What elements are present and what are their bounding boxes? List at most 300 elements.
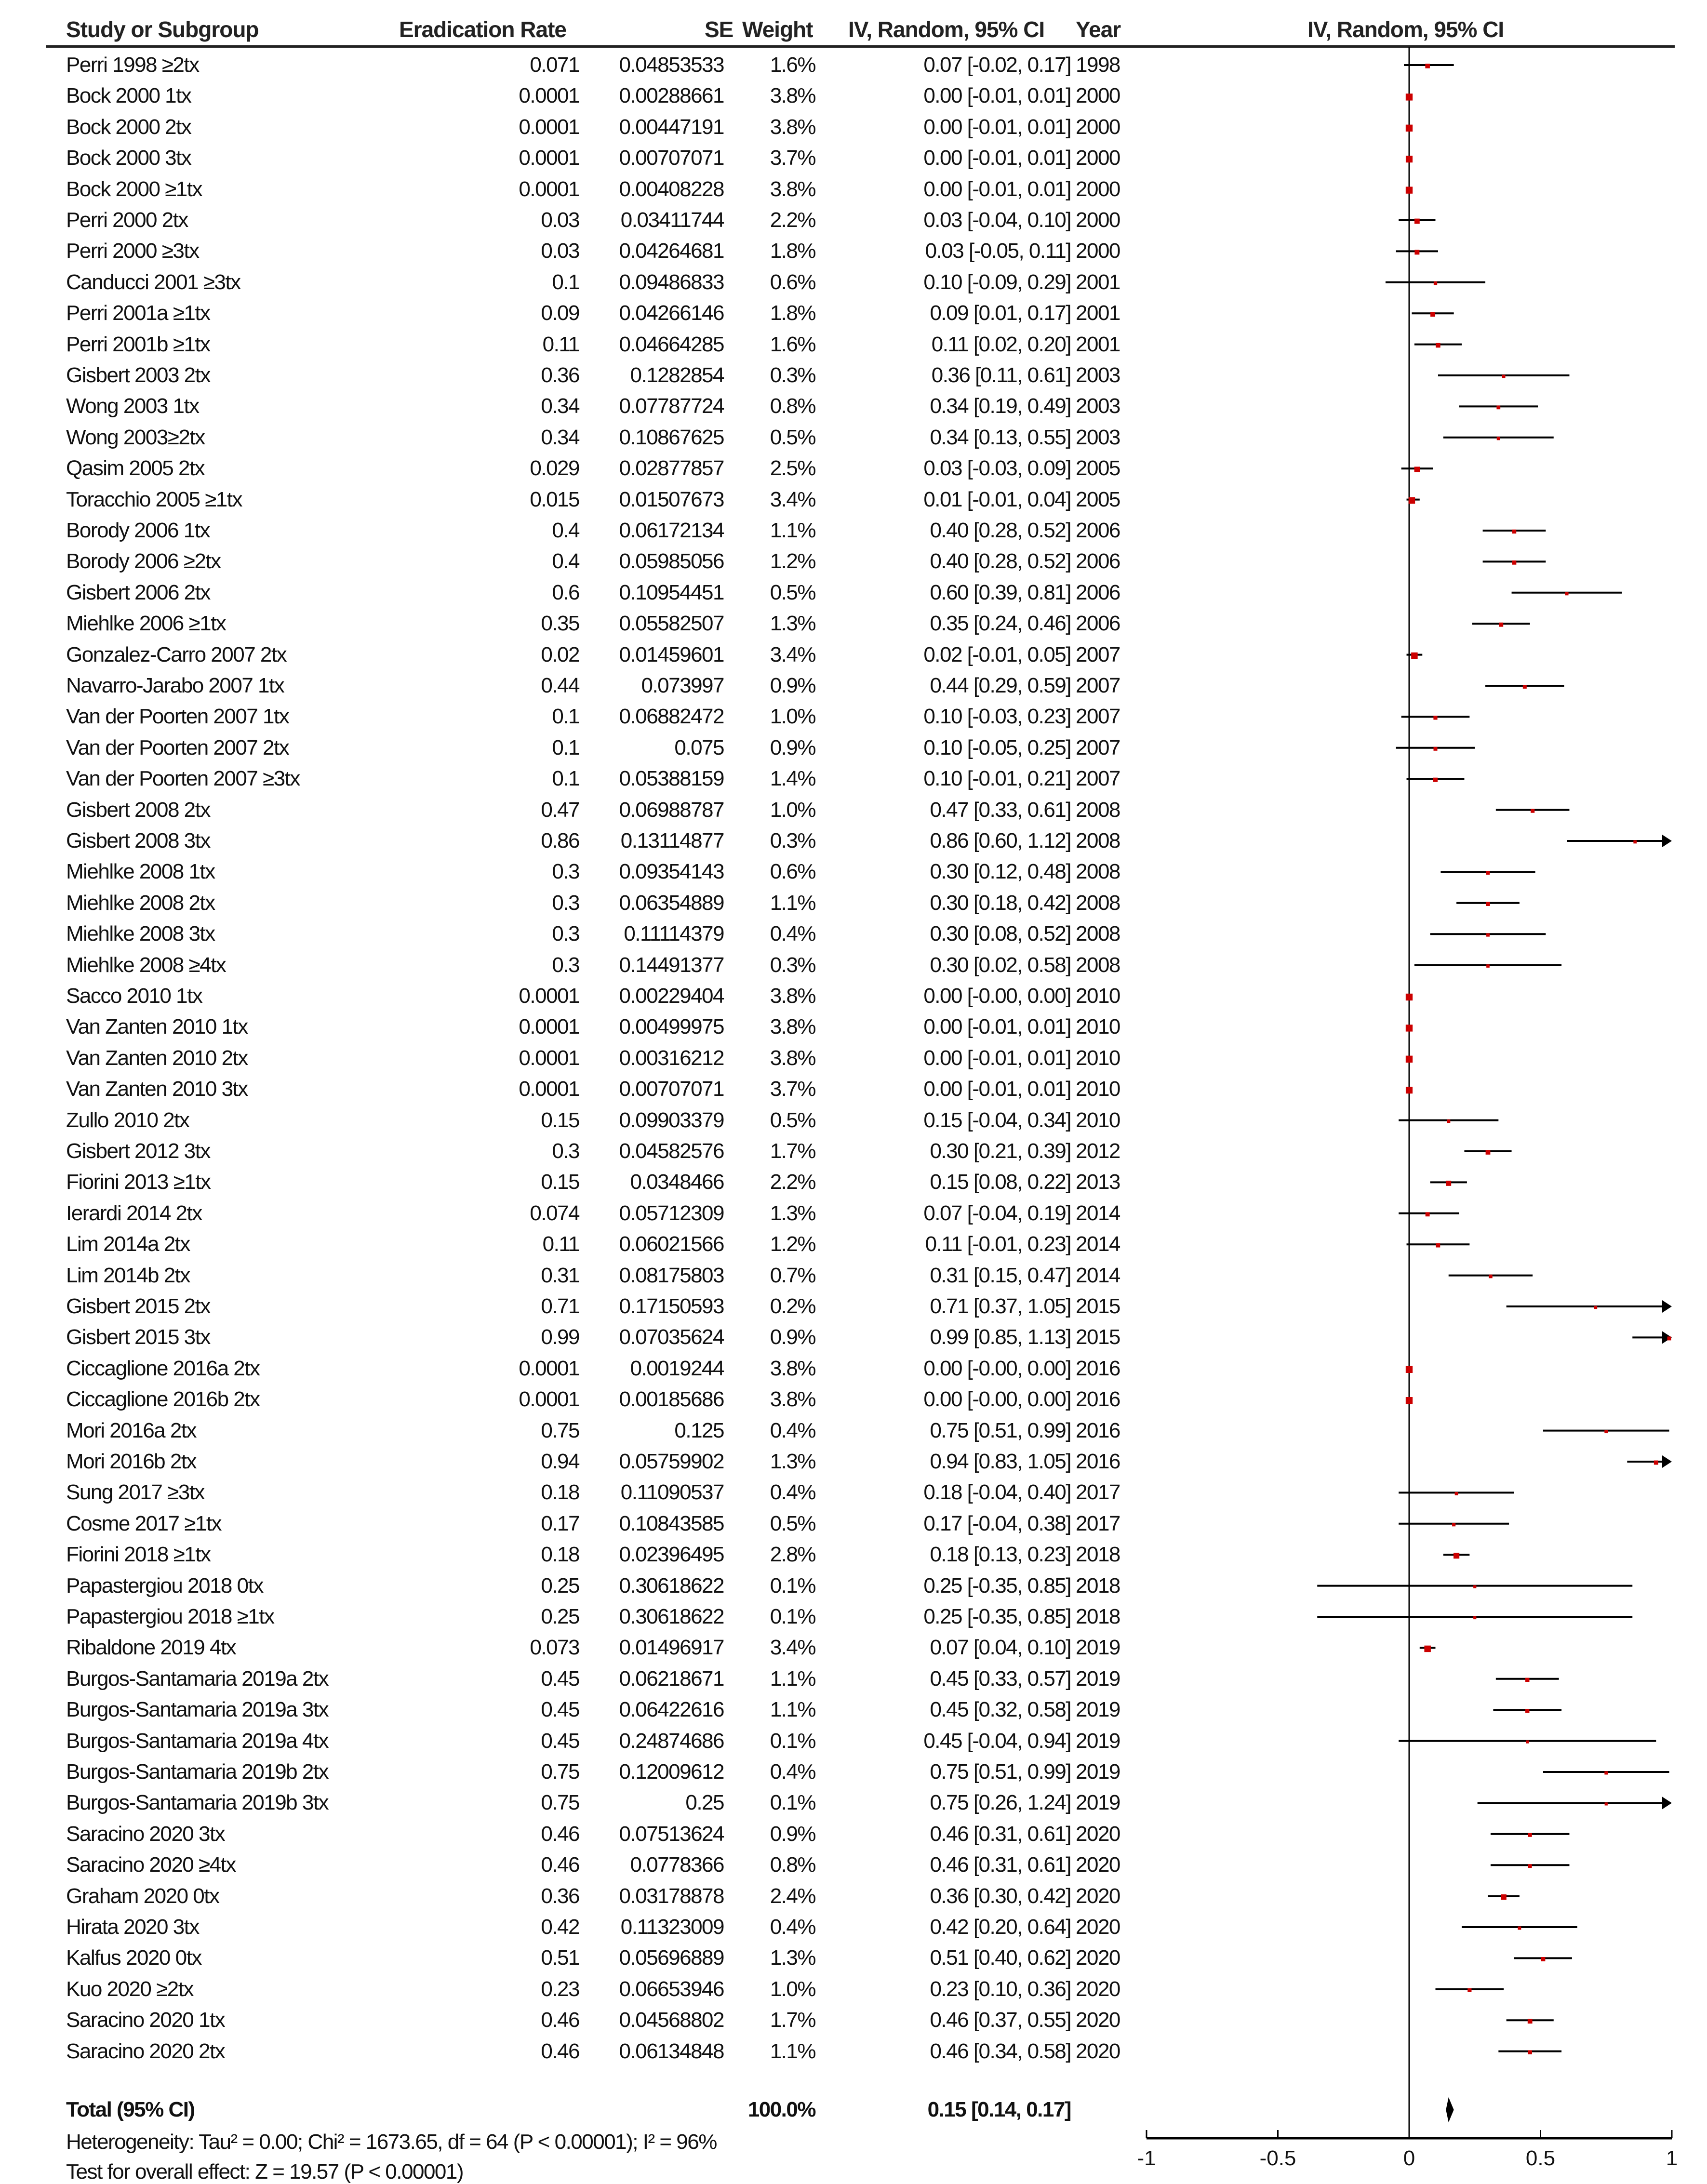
- eradication-rate: 0.36: [541, 363, 579, 387]
- effect-ci: 0.07 [0.04, 0.10]: [930, 1636, 1071, 1660]
- standard-error: 0.05759902: [619, 1450, 724, 1473]
- study-marker: [1414, 219, 1420, 224]
- study-name: Van Zanten 2010 2tx: [66, 1046, 248, 1070]
- effect-ci: 0.30 [0.21, 0.39]: [930, 1139, 1071, 1163]
- study-name: Perri 2001b ≥1tx: [66, 332, 210, 356]
- study-marker: [1512, 530, 1516, 533]
- weight: 1.6%: [770, 332, 815, 356]
- effect-ci: 0.11 [-0.01, 0.23]: [925, 1232, 1071, 1256]
- study-marker: [1594, 1306, 1597, 1309]
- eradication-rate: 0.3: [552, 860, 579, 884]
- study-name: Burgos-Santamaria 2019a 2tx: [66, 1666, 329, 1691]
- study-name: Bock 2000 ≥1tx: [66, 177, 202, 201]
- weight: 3.8%: [770, 1387, 815, 1412]
- weight: 1.2%: [770, 549, 815, 573]
- effect-ci: 0.00 [-0.01, 0.01]: [923, 177, 1071, 201]
- eradication-rate: 0.03: [541, 208, 579, 232]
- eradication-rate: 0.0001: [519, 1015, 579, 1039]
- weight: 1.2%: [770, 1232, 815, 1256]
- study-marker: [1667, 1336, 1671, 1340]
- weight: 1.4%: [770, 767, 815, 791]
- study-name: Graham 2020 0tx: [66, 1884, 219, 1908]
- study-marker: [1406, 1366, 1413, 1373]
- year: 2008: [1076, 891, 1120, 915]
- standard-error: 0.06172134: [619, 519, 724, 542]
- year: 2000: [1076, 146, 1120, 170]
- eradication-rate: 0.4: [552, 519, 579, 542]
- study-marker: [1497, 437, 1500, 440]
- study-name: Gisbert 2012 3tx: [66, 1139, 210, 1163]
- weight: 3.8%: [770, 177, 815, 201]
- eradication-rate: 0.25: [541, 1573, 579, 1598]
- effect-ci: 0.10 [-0.03, 0.23]: [923, 705, 1071, 729]
- eradication-rate: 0.02: [541, 642, 579, 666]
- study-name: Burgos-Santamaria 2019b 2tx: [66, 1760, 329, 1784]
- effect-ci: 0.30 [0.08, 0.52]: [930, 922, 1071, 946]
- effect-ci: 0.00 [-0.01, 0.01]: [923, 1046, 1071, 1070]
- effect-ci: 0.11 [0.02, 0.20]: [931, 332, 1071, 356]
- standard-error: 0.10954451: [619, 580, 724, 604]
- study-name: Toracchio 2005 ≥1tx: [66, 487, 242, 511]
- eradication-rate: 0.17: [541, 1511, 579, 1535]
- axis-tick-label: 1: [1666, 2146, 1678, 2170]
- effect-ci: 0.86 [0.60, 1.12]: [930, 829, 1071, 852]
- weight: 1.8%: [770, 239, 815, 263]
- study-marker: [1523, 685, 1527, 689]
- year: 2000: [1076, 177, 1120, 201]
- weight: 1.1%: [770, 1698, 815, 1722]
- study-name: Perri 1998 ≥2tx: [66, 53, 199, 77]
- effect-ci: 0.00 [-0.00, 0.00]: [923, 984, 1071, 1008]
- effect-ci: 0.03 [-0.05, 0.11]: [925, 239, 1071, 263]
- eradication-rate: 0.1: [552, 735, 579, 759]
- axis-tick-label: 0.5: [1525, 2146, 1556, 2170]
- year: 2007: [1076, 705, 1120, 729]
- study-name: Bock 2000 1tx: [66, 84, 191, 108]
- study-marker: [1411, 653, 1417, 659]
- standard-error: 0.04266146: [619, 301, 724, 325]
- year: 2018: [1076, 1605, 1120, 1628]
- study-marker: [1531, 809, 1534, 813]
- standard-error: 0.0778366: [630, 1853, 724, 1877]
- eradication-rate: 0.23: [541, 1977, 579, 2001]
- study-name: Ciccaglione 2016a 2tx: [66, 1356, 260, 1380]
- study-marker: [1406, 1056, 1413, 1063]
- arrow-right-icon: [1662, 1300, 1672, 1313]
- eradication-rate: 0.31: [541, 1263, 579, 1287]
- weight: 0.6%: [770, 270, 815, 294]
- study-marker: [1406, 1397, 1413, 1404]
- eradication-rate: 0.03: [541, 239, 579, 263]
- col-header-se: SE: [705, 17, 733, 42]
- study-marker: [1501, 1894, 1507, 1900]
- year: 2016: [1076, 1450, 1120, 1473]
- effect-ci: 0.94 [0.83, 1.05]: [930, 1450, 1071, 1473]
- study-marker: [1406, 125, 1413, 132]
- year: 2000: [1076, 239, 1120, 263]
- study-marker: [1425, 64, 1430, 68]
- standard-error: 0.04853533: [619, 53, 724, 77]
- study-marker: [1486, 933, 1490, 937]
- study-name: Sung 2017 ≥3tx: [66, 1480, 204, 1505]
- effect-ci: 0.00 [-0.01, 0.01]: [923, 146, 1071, 170]
- effect-ci: 0.34 [0.13, 0.55]: [930, 425, 1071, 449]
- eradication-rate: 0.45: [541, 1666, 579, 1691]
- weight: 3.8%: [770, 115, 815, 139]
- eradication-rate: 0.1: [552, 270, 579, 294]
- study-marker: [1406, 1087, 1413, 1093]
- weight: 0.4%: [770, 1480, 815, 1505]
- effect-ci: 0.18 [0.13, 0.23]: [930, 1543, 1071, 1567]
- year: 2019: [1076, 1636, 1120, 1660]
- year: 2020: [1076, 1822, 1120, 1846]
- study-marker: [1433, 716, 1437, 719]
- weight: 3.8%: [770, 1046, 815, 1070]
- year: 2014: [1076, 1263, 1120, 1287]
- study-name: Canducci 2001 ≥3tx: [66, 270, 240, 294]
- eradication-rate: 0.15: [541, 1108, 579, 1132]
- year: 2008: [1076, 953, 1120, 977]
- eradication-rate: 0.94: [541, 1450, 579, 1473]
- standard-error: 0.00707071: [619, 1077, 724, 1101]
- effect-ci: 0.36 [0.30, 0.42]: [930, 1884, 1071, 1908]
- standard-error: 0.10843585: [619, 1511, 724, 1535]
- heterogeneity-text: Heterogeneity: Tau² = 0.00; Chi² = 1673.65, df = 64 (P < 0.00001); I² = 96%: [66, 2130, 717, 2154]
- study-name: Kalfus 2020 0tx: [66, 1946, 201, 1970]
- study-name: Saracino 2020 ≥4tx: [66, 1853, 236, 1877]
- study-marker: [1528, 2019, 1533, 2024]
- weight: 0.5%: [770, 1108, 815, 1132]
- year: 2018: [1076, 1543, 1120, 1567]
- study-name: Papastergiou 2018 ≥1tx: [66, 1605, 274, 1628]
- effect-ci: 0.46 [0.31, 0.61]: [930, 1853, 1071, 1877]
- standard-error: 0.01496917: [619, 1636, 724, 1660]
- study-name: Miehlke 2008 3tx: [66, 922, 215, 946]
- standard-error: 0.03178878: [619, 1884, 724, 1908]
- year: 2019: [1076, 1698, 1120, 1722]
- eradication-rate: 0.45: [541, 1729, 579, 1753]
- eradication-rate: 0.3: [552, 891, 579, 915]
- study-name: Miehlke 2006 ≥1tx: [66, 612, 226, 636]
- weight: 1.3%: [770, 1201, 815, 1225]
- study-marker: [1486, 902, 1490, 906]
- weight: 0.1%: [770, 1573, 815, 1598]
- year: 2017: [1076, 1480, 1120, 1505]
- year: 2012: [1076, 1139, 1120, 1163]
- year: 2018: [1076, 1573, 1120, 1598]
- standard-error: 0.06988787: [619, 798, 724, 822]
- eradication-rate: 0.51: [541, 1946, 579, 1970]
- study-marker: [1414, 466, 1420, 472]
- weight: 0.9%: [770, 1325, 815, 1349]
- year: 2008: [1076, 798, 1120, 822]
- col-header-year: Year: [1076, 17, 1121, 42]
- eradication-rate: 0.4: [552, 549, 579, 573]
- effect-ci: 0.40 [0.28, 0.52]: [930, 519, 1071, 542]
- year: 2019: [1076, 1760, 1120, 1784]
- study-name: Lim 2014a 2tx: [66, 1232, 190, 1256]
- standard-error: 0.06218671: [619, 1666, 724, 1691]
- year: 2019: [1076, 1791, 1120, 1815]
- eradication-rate: 0.75: [541, 1791, 579, 1815]
- study-marker: [1499, 623, 1503, 627]
- study-marker: [1486, 964, 1490, 968]
- standard-error: 0.10867625: [619, 425, 724, 449]
- eradication-rate: 0.0001: [519, 115, 579, 139]
- study-marker: [1406, 994, 1413, 1000]
- total-weight: 100.0%: [747, 2098, 815, 2121]
- effect-ci: 0.15 [0.08, 0.22]: [930, 1170, 1071, 1194]
- weight: 3.4%: [770, 487, 815, 511]
- eradication-rate: 0.46: [541, 1822, 579, 1846]
- study-name: Gisbert 2008 3tx: [66, 829, 210, 852]
- study-marker: [1452, 1523, 1455, 1526]
- standard-error: 0.11114379: [624, 922, 724, 946]
- year: 2005: [1076, 487, 1120, 511]
- year: 2010: [1076, 1108, 1120, 1132]
- year: 2010: [1076, 1015, 1120, 1039]
- study-name: Saracino 2020 3tx: [66, 1822, 225, 1846]
- weight: 0.8%: [770, 394, 815, 418]
- year: 2020: [1076, 1915, 1120, 1939]
- year: 2020: [1076, 1884, 1120, 1908]
- study-name: Qasim 2005 2tx: [66, 456, 205, 480]
- eradication-rate: 0.46: [541, 1853, 579, 1877]
- year: 2006: [1076, 519, 1120, 542]
- study-name: Miehlke 2008 ≥4tx: [66, 953, 226, 977]
- study-marker: [1605, 1802, 1608, 1805]
- eradication-rate: 0.3: [552, 922, 579, 946]
- weight: 1.3%: [770, 612, 815, 636]
- study-name: Gisbert 2003 2tx: [66, 363, 210, 387]
- year: 2008: [1076, 860, 1120, 884]
- study-marker: [1409, 497, 1415, 504]
- study-name: Kuo 2020 ≥2tx: [66, 1977, 193, 2001]
- weight: 0.2%: [770, 1294, 815, 1318]
- study-marker: [1502, 375, 1506, 378]
- effect-ci: 0.46 [0.31, 0.61]: [930, 1822, 1071, 1846]
- standard-error: 0.06134848: [619, 2039, 724, 2063]
- study-name: Miehlke 2008 1tx: [66, 860, 215, 884]
- effect-ci: 0.03 [-0.04, 0.10]: [923, 208, 1071, 232]
- year: 2007: [1076, 735, 1120, 759]
- eradication-rate: 0.0001: [519, 1077, 579, 1101]
- eradication-rate: 0.074: [530, 1201, 579, 1225]
- effect-ci: 0.46 [0.34, 0.58]: [930, 2039, 1071, 2063]
- study-marker: [1467, 1988, 1471, 1992]
- eradication-rate: 0.35: [541, 612, 579, 636]
- standard-error: 0.04664285: [619, 332, 724, 356]
- study-marker: [1430, 312, 1435, 317]
- effect-ci: 0.09 [0.01, 0.17]: [930, 301, 1071, 325]
- weight: 1.1%: [770, 1666, 815, 1691]
- standard-error: 0.00288661: [619, 84, 724, 108]
- study-name: Van Zanten 2010 3tx: [66, 1077, 248, 1101]
- eradication-rate: 0.46: [541, 2039, 579, 2063]
- study-marker: [1604, 1430, 1608, 1433]
- effect-ci: 0.75 [0.51, 0.99]: [930, 1418, 1071, 1442]
- standard-error: 0.00408228: [619, 177, 724, 201]
- study-marker: [1496, 406, 1500, 410]
- axis-tick-label: 0: [1403, 2146, 1415, 2170]
- overall-effect-text: Test for overall effect: Z = 19.57 (P < 0.00001): [66, 2160, 464, 2184]
- study-marker: [1426, 1212, 1430, 1216]
- effect-ci: 0.71 [0.37, 1.05]: [930, 1294, 1071, 1318]
- study-name: Miehlke 2008 2tx: [66, 891, 215, 915]
- study-marker: [1473, 1585, 1476, 1588]
- standard-error: 0.05696889: [619, 1946, 724, 1970]
- study-name: Ierardi 2014 2tx: [66, 1201, 202, 1225]
- eradication-rate: 0.86: [541, 829, 579, 852]
- study-name: Gonzalez-Carro 2007 2tx: [66, 642, 287, 666]
- weight: 3.7%: [770, 146, 815, 170]
- study-marker: [1473, 1616, 1476, 1619]
- effect-ci: 0.00 [-0.00, 0.00]: [923, 1356, 1071, 1380]
- effect-ci: 0.31 [0.15, 0.47]: [930, 1263, 1071, 1287]
- study-marker: [1406, 186, 1413, 193]
- eradication-rate: 0.71: [541, 1294, 579, 1318]
- study-name: Perri 2001a ≥1tx: [66, 301, 210, 325]
- year: 2007: [1076, 767, 1120, 791]
- weight: 0.5%: [770, 425, 815, 449]
- standard-error: 0.08175803: [619, 1263, 724, 1287]
- year: 2003: [1076, 363, 1120, 387]
- col-header-rate: Eradication Rate: [399, 17, 566, 42]
- effect-ci: 0.00 [-0.01, 0.01]: [923, 1015, 1071, 1039]
- effect-ci: 0.35 [0.24, 0.46]: [930, 612, 1071, 636]
- standard-error: 0.11090537: [620, 1480, 724, 1505]
- weight: 2.2%: [770, 1170, 815, 1194]
- col-header-plot: IV, Random, 95% CI: [1307, 17, 1504, 42]
- standard-error: 0.13114877: [620, 829, 724, 852]
- standard-error: 0.00447191: [619, 115, 724, 139]
- effect-ci: 0.00 [-0.01, 0.01]: [923, 84, 1071, 108]
- eradication-rate: 0.99: [541, 1325, 579, 1349]
- study-marker: [1654, 1461, 1658, 1465]
- standard-error: 0.11323009: [620, 1915, 724, 1939]
- standard-error: 0.04264681: [619, 239, 724, 263]
- effect-ci: 0.45 [0.32, 0.58]: [930, 1698, 1071, 1722]
- col-header-study: Study or Subgroup: [66, 17, 259, 42]
- weight: 1.0%: [770, 1977, 815, 2001]
- study-name: Gisbert 2008 2tx: [66, 798, 210, 822]
- weight: 1.1%: [770, 2039, 815, 2063]
- year: 2005: [1076, 456, 1120, 480]
- year: 2010: [1076, 1046, 1120, 1070]
- standard-error: 0.02396495: [619, 1543, 724, 1567]
- effect-ci: 0.10 [-0.05, 0.25]: [923, 735, 1071, 759]
- study-marker: [1433, 778, 1438, 782]
- standard-error: 0.05985056: [619, 549, 724, 573]
- year: 2015: [1076, 1325, 1120, 1349]
- study-name: Papastergiou 2018 0tx: [66, 1573, 263, 1598]
- study-name: Navarro-Jarabo 2007 1tx: [66, 674, 284, 697]
- effect-ci: 0.36 [0.11, 0.61]: [931, 363, 1071, 387]
- weight: 3.8%: [770, 84, 815, 108]
- weight: 3.8%: [770, 1356, 815, 1380]
- eradication-rate: 0.0001: [519, 984, 579, 1008]
- weight: 1.7%: [770, 1139, 815, 1163]
- study-marker: [1486, 871, 1490, 875]
- study-marker: [1406, 1025, 1413, 1031]
- study-name: Burgos-Santamaria 2019a 3tx: [66, 1698, 329, 1722]
- summary-diamond: [1446, 2097, 1454, 2122]
- year: 2020: [1076, 2008, 1120, 2032]
- axis-tick-label: -1: [1137, 2146, 1156, 2170]
- study-marker: [1434, 747, 1438, 751]
- year: 2015: [1076, 1294, 1120, 1318]
- study-marker: [1525, 1709, 1529, 1713]
- eradication-rate: 0.1: [552, 767, 579, 791]
- year: 2007: [1076, 674, 1120, 697]
- weight: 0.4%: [770, 1915, 815, 1939]
- effect-ci: 0.60 [0.39, 0.81]: [930, 580, 1071, 604]
- study-marker: [1528, 1833, 1532, 1837]
- standard-error: 0.00707071: [619, 146, 724, 170]
- weight: 2.4%: [770, 1884, 815, 1908]
- effect-ci: 0.45 [-0.04, 0.94]: [923, 1729, 1071, 1753]
- year: 2019: [1076, 1729, 1120, 1753]
- year: 2016: [1076, 1387, 1120, 1412]
- study-name: Perri 2000 2tx: [66, 208, 188, 232]
- standard-error: 0.25: [685, 1791, 724, 1815]
- eradication-rate: 0.0001: [519, 146, 579, 170]
- total-ci: 0.15 [0.14, 0.17]: [927, 2098, 1071, 2121]
- eradication-rate: 0.0001: [519, 1046, 579, 1070]
- weight: 2.5%: [770, 456, 815, 480]
- weight: 0.9%: [770, 674, 815, 697]
- weight: 0.4%: [770, 1418, 815, 1442]
- weight: 0.1%: [770, 1729, 815, 1753]
- standard-error: 0.06354889: [619, 891, 724, 915]
- year: 2020: [1076, 1977, 1120, 2001]
- standard-error: 0.04582576: [619, 1139, 724, 1163]
- year: 2014: [1076, 1201, 1120, 1225]
- eradication-rate: 0.09: [541, 301, 579, 325]
- effect-ci: 0.25 [-0.35, 0.85]: [923, 1605, 1071, 1628]
- study-name: Ribaldone 2019 4tx: [66, 1636, 236, 1660]
- standard-error: 0.05388159: [619, 767, 724, 791]
- study-name: Saracino 2020 2tx: [66, 2039, 225, 2063]
- year: 2014: [1076, 1232, 1120, 1256]
- weight: 0.9%: [770, 735, 815, 759]
- effect-ci: 0.23 [0.10, 0.36]: [930, 1977, 1071, 2001]
- study-name: Gisbert 2006 2tx: [66, 580, 210, 604]
- weight: 0.1%: [770, 1605, 815, 1628]
- eradication-rate: 0.11: [542, 332, 579, 356]
- axis-tick-label: -0.5: [1259, 2146, 1296, 2170]
- standard-error: 0.30618622: [619, 1573, 724, 1598]
- weight: 3.8%: [770, 1015, 815, 1039]
- standard-error: 0.17150593: [619, 1294, 724, 1318]
- weight: 1.3%: [770, 1450, 815, 1473]
- year: 2016: [1076, 1418, 1120, 1442]
- study-name: Borody 2006 ≥2tx: [66, 549, 221, 573]
- eradication-rate: 0.46: [541, 2008, 579, 2032]
- year: 2013: [1076, 1170, 1120, 1194]
- effect-ci: 0.44 [0.29, 0.59]: [930, 674, 1071, 697]
- standard-error: 0.09486833: [619, 270, 724, 294]
- eradication-rate: 0.34: [541, 394, 579, 418]
- eradication-rate: 0.42: [541, 1915, 579, 1939]
- eradication-rate: 0.75: [541, 1418, 579, 1442]
- standard-error: 0.073997: [641, 674, 724, 697]
- study-marker: [1454, 1553, 1459, 1558]
- effect-ci: 0.30 [0.18, 0.42]: [930, 891, 1071, 915]
- year: 2008: [1076, 829, 1120, 852]
- standard-error: 0.0019244: [630, 1356, 724, 1380]
- study-name: Ciccaglione 2016b 2tx: [66, 1387, 260, 1412]
